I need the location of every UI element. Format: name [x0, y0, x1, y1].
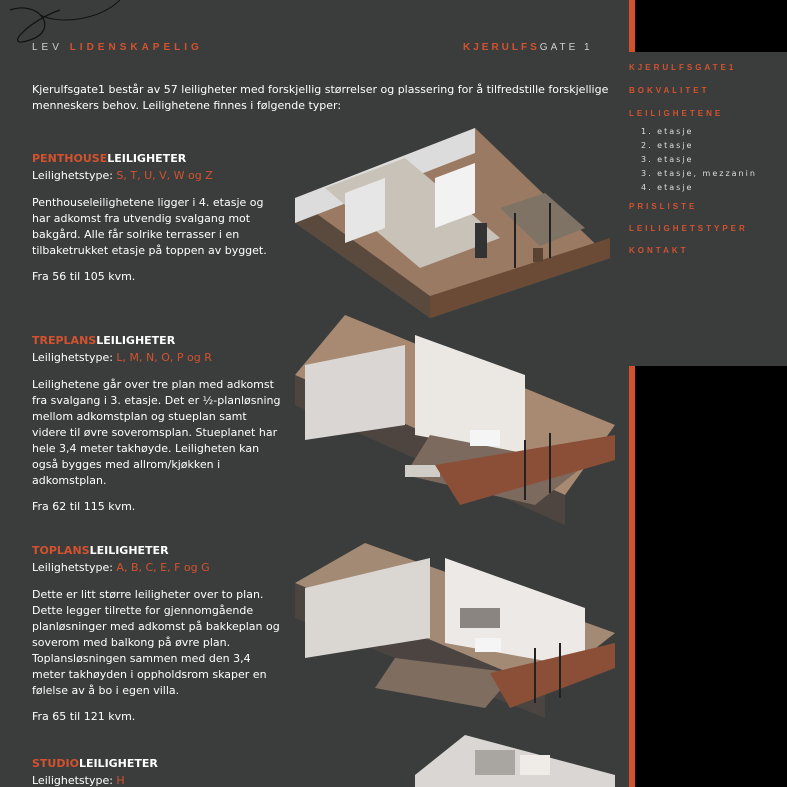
section-types — [32, 169, 282, 183]
nav-item-leilighetstyper[interactable]: LEILIGHETSTYPER — [629, 224, 748, 233]
types-value: A, B, C, E, F og G — [116, 561, 210, 574]
section-studio — [32, 757, 282, 787]
types-label: Leilighetstype: — [32, 774, 117, 787]
section-description: Leilighetene går over tre plan med adkomst fra svalgang i 3. etasje. Det er ½-planløsning mellom adkomstplan og stueplan samt videre til øvre soveromsplan. Stueplanet har hele 3,4 meter takhøyde. Leiligheten kan også bygges med allrom/kjøkken i adkomstplan. — [32, 378, 281, 487]
types-value: S, T, U, V, W og Z — [116, 169, 213, 182]
nav-item-kontakt[interactable]: KONTAKT — [629, 246, 689, 255]
toplans-floorplan-render — [285, 538, 615, 718]
section-types — [32, 351, 282, 365]
section-treplans — [32, 334, 282, 515]
section-title-rest: LEILIGHETER — [78, 757, 158, 770]
nav-subitem-3-etasje[interactable]: 3. etasje — [641, 155, 694, 164]
penthouse-floorplan-render — [285, 118, 615, 318]
types-label: Leilighetstype: — [32, 561, 117, 574]
nav-sublist — [641, 125, 787, 195]
nav-item-bokvalitet[interactable]: BOKVALITET — [629, 86, 710, 95]
section-title-emphasis: TOPLANS — [32, 544, 90, 557]
treplans-floorplan-render — [285, 315, 615, 525]
brand-rest: GATE 1 — [539, 42, 593, 53]
section-toplans — [32, 544, 282, 725]
brand-emphasis: KJERULFS — [463, 42, 540, 53]
section-title — [32, 757, 282, 771]
section-types — [32, 561, 282, 575]
studio-floorplan-render — [405, 735, 615, 787]
section-size: Fra 62 til 115 kvm. — [32, 500, 136, 513]
accent-bar-top — [629, 0, 635, 52]
accent-bar-bottom — [629, 366, 635, 787]
nav-item-leilighetene[interactable]: LEILIGHETENE — [629, 109, 724, 118]
brand-logo[interactable] — [463, 42, 593, 53]
section-types — [32, 774, 282, 787]
section-penthouse — [32, 152, 282, 285]
tagline-emphasis: LIDENSKAPELIG — [69, 42, 203, 53]
section-title-rest: LEILIGHETER — [107, 152, 187, 165]
tagline — [32, 42, 203, 53]
types-label: Leilighetstype: — [32, 351, 117, 364]
section-title-rest: LEILIGHETER — [96, 334, 176, 347]
types-value: L, M, N, O, P og R — [116, 351, 212, 364]
tagline-lead: LEV — [32, 42, 70, 53]
section-description: Dette er litt større leiligheter over to plan. Dette legger tilrette for gjennomgående planløsninger med adkomst på bakkeplan og soverom med balkong på øvre plan. Toplansløsningen sammen med den 3,4 meter takhøyden i oppholdsrom skaper en følelse av å bo i egen villa. — [32, 588, 280, 697]
nav-subitem-2-etasje[interactable]: 2. etasje — [641, 141, 694, 150]
nav-item-kjerulfsgate1[interactable]: KJERULFSGATE1 — [629, 63, 737, 72]
nav-item-prisliste[interactable]: PRISLISTE — [629, 202, 698, 211]
section-title — [32, 334, 282, 348]
section-title-emphasis: PENTHOUSE — [32, 152, 108, 165]
section-size: Fra 65 til 121 kvm. — [32, 710, 136, 723]
nav-subitem-1-etasje[interactable]: 1. etasje — [641, 127, 694, 136]
section-title-emphasis: STUDIO — [32, 757, 79, 770]
section-title-emphasis: TREPLANS — [32, 334, 97, 347]
section-title — [32, 544, 282, 558]
main-nav — [629, 62, 787, 256]
section-description: Penthouseleilighetene ligger i 4. etasje og har adkomst fra utvendig svalgang mot bakgård. Alle får solrike terrasser i en tilbaketrukket etasje på toppen av bygget. — [32, 196, 267, 257]
types-label: Leilighetstype: — [32, 169, 117, 182]
section-title — [32, 152, 282, 166]
intro-text: Kjerulfsgate1 består av 57 leiligheter med forskjellig størrelser og plassering for å tilfredstille forskjellige menneskers behov. Leilighetene finnes i følgende typer: — [32, 83, 609, 112]
nav-subitem-4-etasje[interactable]: 4. etasje — [641, 183, 694, 192]
section-title-rest: LEILIGHETER — [89, 544, 169, 557]
nav-subitem-3-etasje-mezzanin[interactable]: 3. etasje, mezzanin — [641, 169, 757, 178]
types-value: H — [116, 774, 125, 787]
section-size: Fra 56 til 105 kvm. — [32, 270, 136, 283]
